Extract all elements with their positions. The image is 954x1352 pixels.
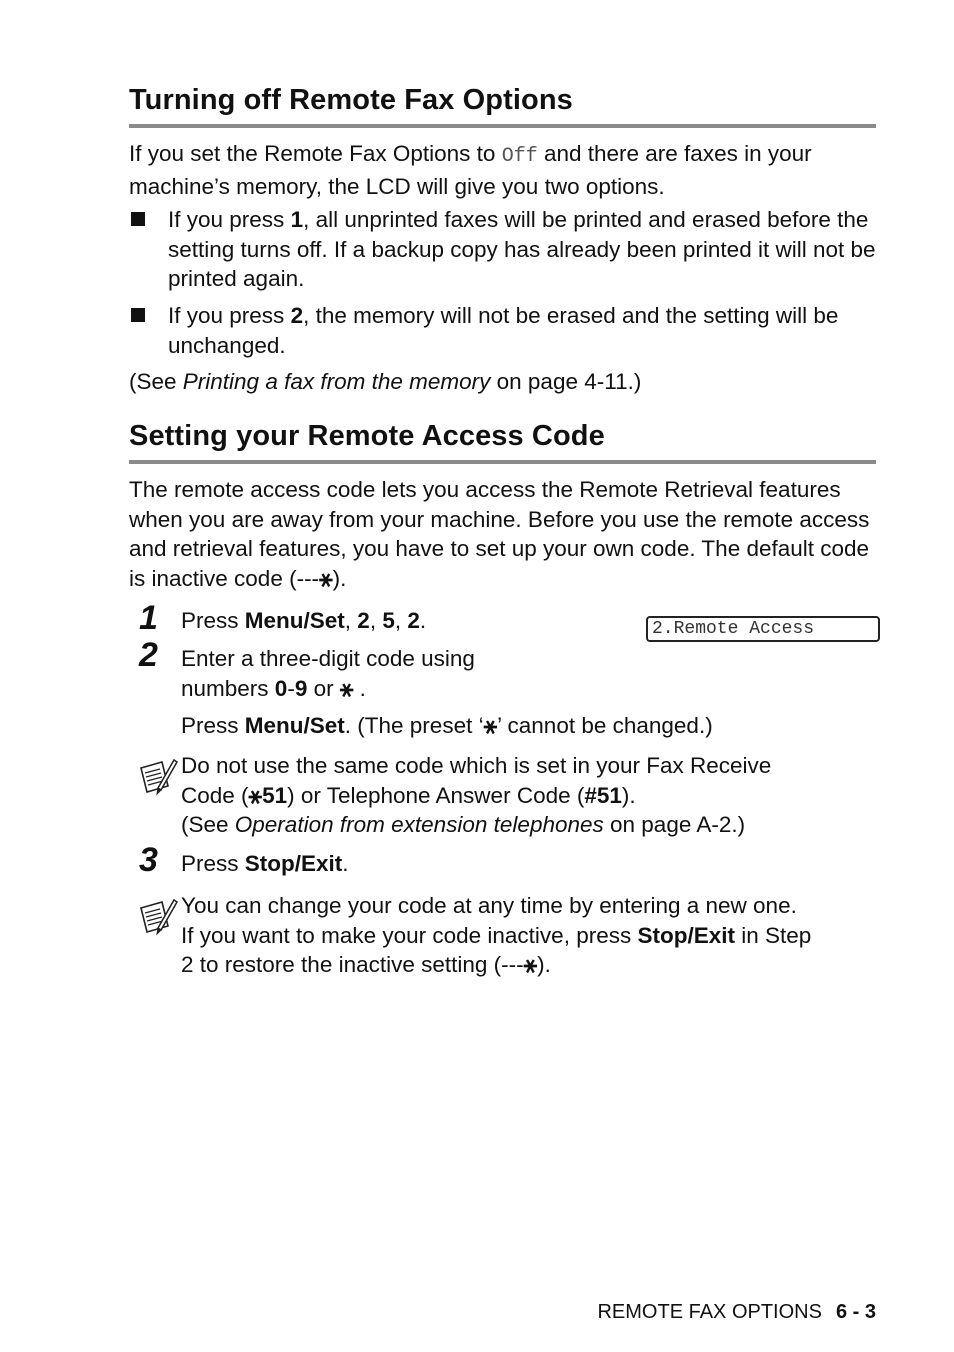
bullet-square-icon (131, 308, 145, 322)
lcd-off-text: Off (501, 145, 538, 168)
step-3: Press Stop/Exit. (181, 851, 349, 876)
note-same-code: Do not use the same code which is set in your Fax Receive Code (⚹51) or Telephone Answer Code (#51). (See Operation from extension telephones on page A-2.) (181, 753, 772, 837)
lcd-display: 2.Remote Access (646, 616, 880, 642)
see-reference: (See Printing a fax from the memory on page 4-11.) (129, 369, 642, 394)
note-change-code: You can change your code at any time by entering a new one. If you want to make your code inactive, press Stop/Exit in Step 2 to restore the inactive setting (---⚹). (181, 893, 812, 977)
footer-chapter: REMOTE FAX OPTIONS (597, 1301, 822, 1323)
heading-remote-access-code: Setting your Remote Access Code (129, 420, 605, 452)
star-key-icon: ⚹ (319, 565, 333, 591)
cross-reference: Printing a fax from the memory (182, 369, 491, 394)
star-key-icon: ⚹ (248, 782, 263, 808)
heading-rule (129, 124, 876, 128)
note-pencil-icon (138, 896, 178, 938)
star-key-icon: ⚹ (339, 675, 354, 701)
access-code-paragraph: The remote access code lets you access the Remote Retrieval features when you are away from your machine. Before you use the remote access and retrieval features, you have to set up your own code. The default code is inactive code (---⚹). (129, 477, 870, 591)
step-number-2: 2 (139, 636, 158, 674)
step-number-1: 1 (139, 599, 158, 637)
heading-rule (129, 460, 876, 464)
step-number-3: 3 (139, 841, 158, 879)
bullet-press-1: If you press 1, all unprinted faxes will be printed and erased before the setting turns off. If a backup copy has already been printed it will not be printed again. (129, 205, 876, 294)
bullet-press-2: If you press 2, the memory will not be erased and the setting will be unchanged. (129, 301, 876, 360)
step-2: Enter a three-digit code using numbers 0-9 or ⚹ . Press Menu/Set. (The preset ‘⚹’ cannot be changed.) (181, 646, 713, 738)
star-key-icon: ⚹ (483, 713, 498, 738)
footer-page-number: 6 - 3 (835, 1301, 876, 1323)
cross-reference: Operation from extension telephones (234, 812, 604, 837)
step-1: Press Menu/Set, 2, 5, 2. (181, 608, 427, 633)
heading-turning-off: Turning off Remote Fax Options (129, 84, 573, 116)
note-pencil-icon (138, 756, 178, 798)
page-footer (597, 1301, 876, 1324)
intro-paragraph: If you set the Remote Fax Options to Off and there are faxes in your machine’s memory, the LCD will give you two options. (129, 141, 812, 199)
star-key-icon: ⚹ (523, 952, 538, 977)
bullet-square-icon (131, 212, 145, 226)
